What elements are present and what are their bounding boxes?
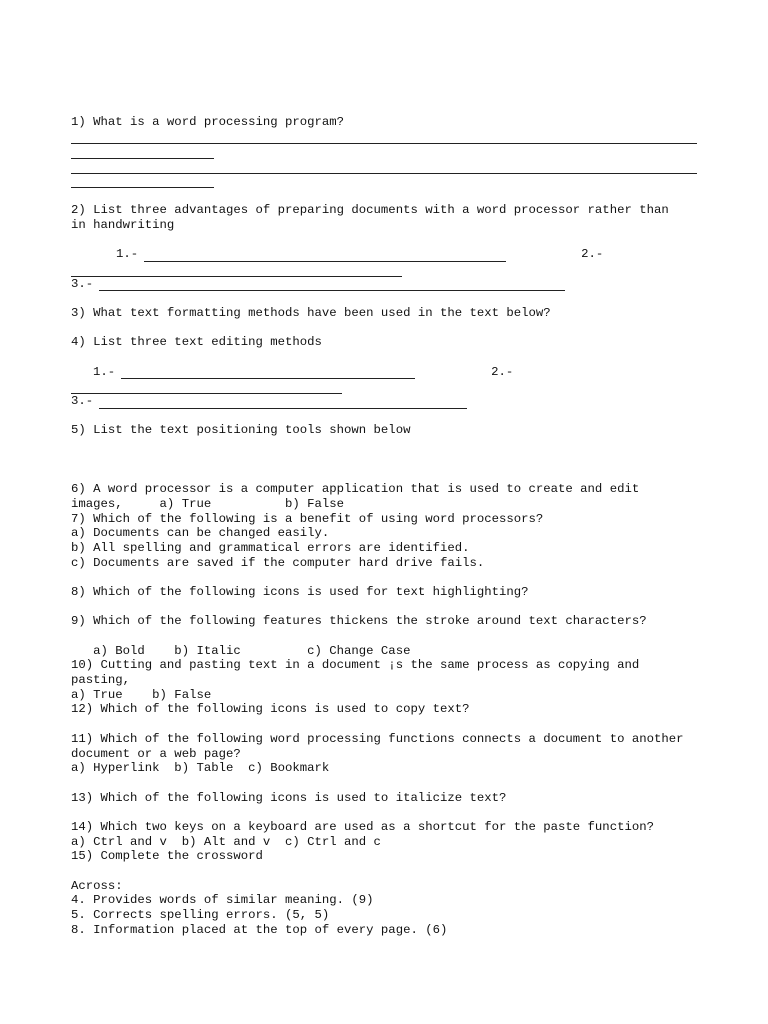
- answer-blank[interactable]: [144, 249, 506, 262]
- answer-line[interactable]: [71, 174, 214, 189]
- question-14: 14) Which two keys on a keyboard are used as a shortcut for the paste function?: [71, 819, 654, 834]
- question-15: 15) Complete the crossword: [71, 849, 263, 864]
- crossword-clue: 4. Provides words of similar meaning. (9): [71, 893, 374, 908]
- list-item-number: 3.-: [71, 394, 94, 409]
- question-11-continuation: document or a web page?: [71, 746, 241, 761]
- option-c: c) Documents are saved if the computer hard drive fails.: [71, 555, 485, 570]
- question-10-continuation: pasting,: [71, 673, 131, 688]
- list-item-number: 3.-: [71, 276, 94, 291]
- question-7: 7) Which of the following is a benefit of using word processors?: [71, 511, 544, 526]
- answer-line[interactable]: [71, 130, 697, 145]
- list-item-number: 2.-: [491, 364, 514, 379]
- list-item-number: 2.-: [581, 247, 604, 262]
- question-8: 8) Which of the following icons is used for text highlighting?: [71, 584, 529, 599]
- answer-line[interactable]: [71, 379, 342, 394]
- question-9: 9) Which of the following features thickens the stroke around text characters?: [71, 614, 647, 629]
- answer-blank[interactable]: [121, 366, 415, 379]
- list-item-number: 1.-: [93, 364, 116, 379]
- question-10: 10) Cutting and pasting text in a document ¡s the same process as copying and: [71, 658, 640, 673]
- question-1: 1) What is a word processing program?: [71, 115, 345, 129]
- question-2: 2) List three advantages of preparing documents with a word processor rather than: [71, 203, 669, 218]
- question-5: 5) List the text positioning tools shown below: [71, 423, 411, 438]
- question-11-options: a) Hyperlink b) Table c) Bookmark: [71, 761, 330, 776]
- option-a: a) Documents can be changed easily.: [71, 526, 330, 541]
- answer-line[interactable]: [71, 144, 214, 159]
- worksheet: [71, 115, 711, 937]
- question-6: 6) A word processor is a computer application that is used to create and edit: [71, 482, 640, 497]
- question-12: 12) Which of the following icons is used to copy text?: [71, 702, 470, 717]
- crossword-clue: 8. Information placed at the top of every page. (6): [71, 922, 448, 937]
- across-heading: Across:: [71, 878, 123, 893]
- answer-blank[interactable]: [99, 278, 565, 291]
- list-item-number: 1.-: [116, 247, 139, 262]
- question-2-continuation: in handwriting: [71, 217, 175, 232]
- question-13: 13) Which of the following icons is used to italicize text?: [71, 790, 507, 805]
- crossword-clue: 5. Corrects spelling errors. (5, 5): [71, 908, 330, 923]
- option-b: b) All spelling and grammatical errors are identified.: [71, 540, 470, 555]
- question-10-options: a) True b) False: [71, 687, 212, 702]
- question-6-options: images, a) True b) False: [71, 496, 345, 511]
- question-3: 3) What text formatting methods have been used in the text below?: [71, 305, 551, 320]
- answer-line[interactable]: [71, 159, 697, 174]
- answer-blank[interactable]: [99, 396, 467, 409]
- question-14-options: a) Ctrl and v b) Alt and v c) Ctrl and c: [71, 834, 381, 849]
- answer-line[interactable]: [71, 262, 402, 277]
- question-11: 11) Which of the following word processing functions connects a document to another: [71, 731, 684, 746]
- question-4: 4) List three text editing methods: [71, 335, 322, 350]
- question-9-options: a) Bold b) Italic c) Change Case: [71, 643, 411, 658]
